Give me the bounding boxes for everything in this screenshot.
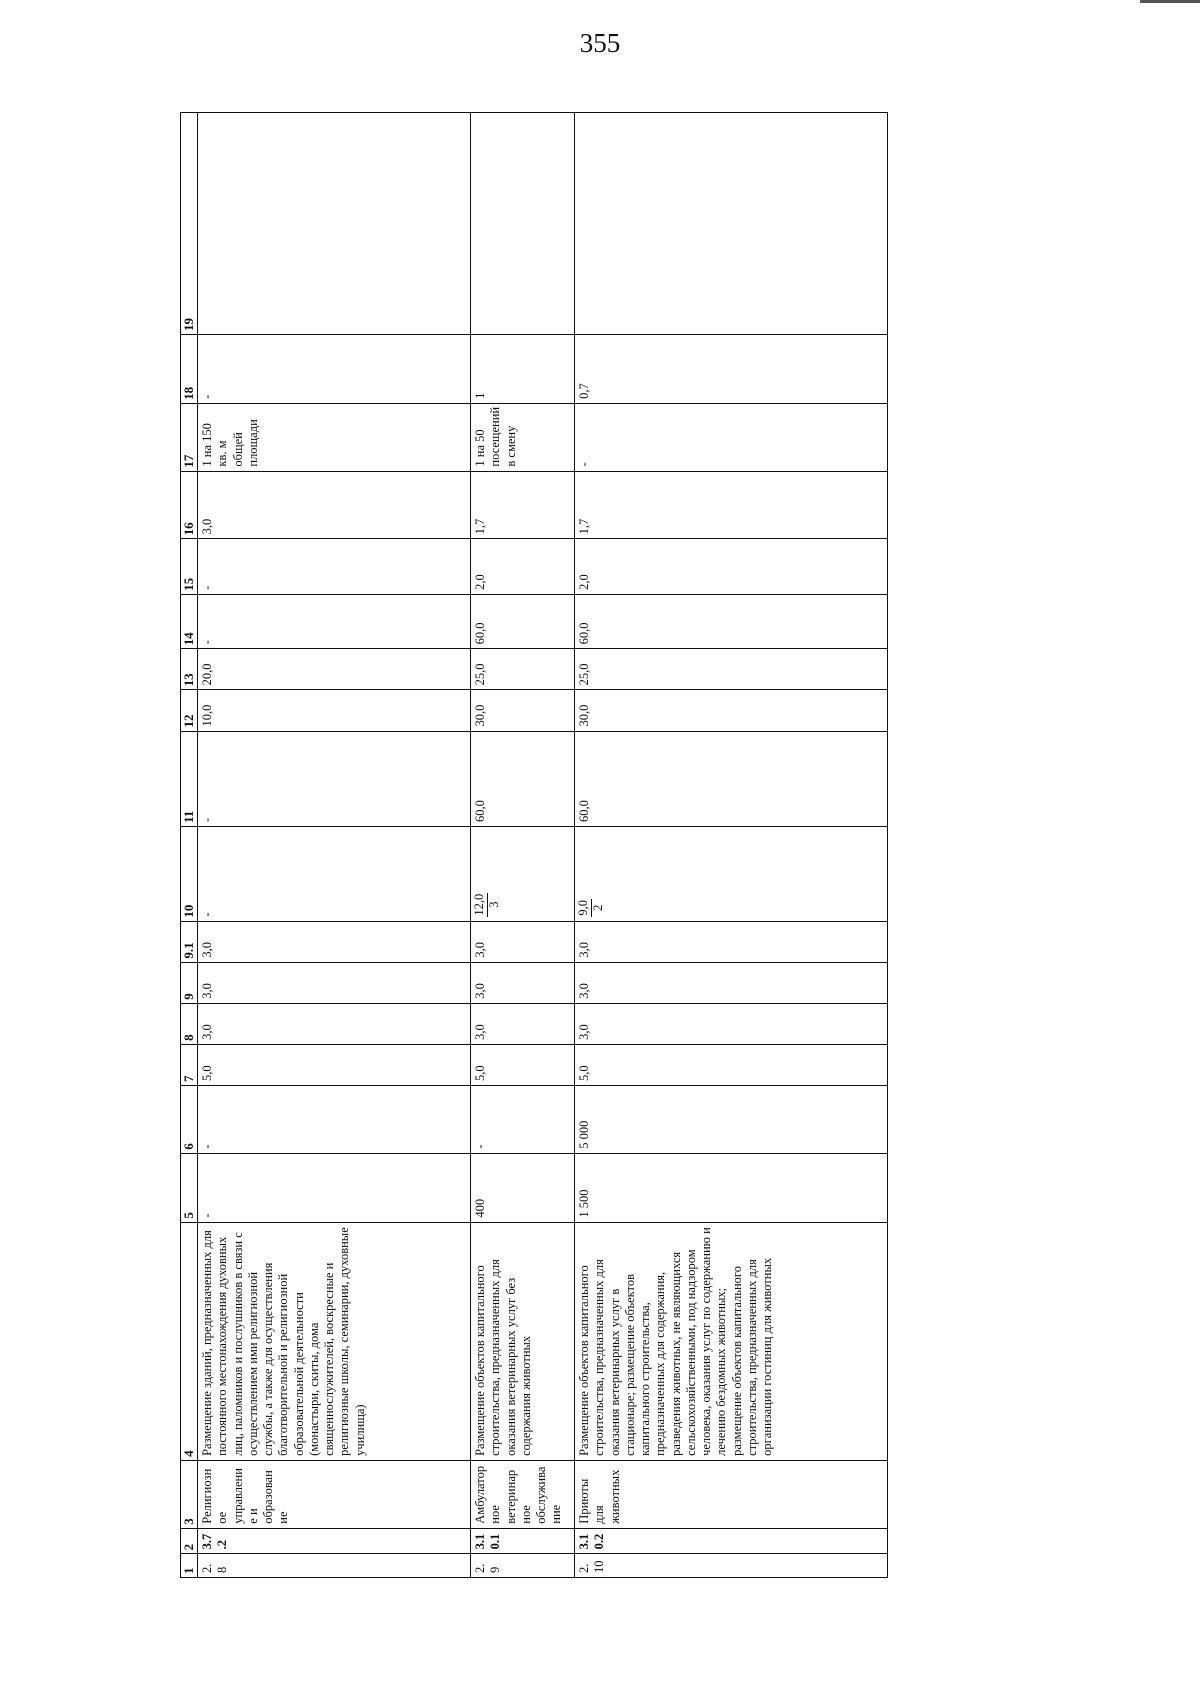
cell-code: 3.10.2 bbox=[575, 1528, 888, 1554]
cell-value: 2,0 bbox=[575, 539, 888, 594]
table-row bbox=[575, 113, 888, 1578]
cell-value: 1,7 bbox=[471, 471, 575, 539]
cell-value: 1 500 bbox=[575, 1153, 888, 1222]
cell-value: 5,0 bbox=[471, 1044, 575, 1085]
cell-value: 5,0 bbox=[575, 1044, 888, 1085]
cell-value: 60,0 bbox=[575, 731, 888, 827]
cell-value: 30,0 bbox=[471, 690, 575, 731]
cell-value: - bbox=[198, 1153, 471, 1222]
cell-value: - bbox=[198, 335, 471, 404]
cell-value bbox=[198, 113, 471, 335]
cell-value: 3,0 bbox=[575, 921, 888, 962]
cell-code: 3.7.2 bbox=[198, 1528, 471, 1554]
fraction-numerator: 9,0 bbox=[576, 899, 590, 916]
col-header: 19 bbox=[181, 113, 198, 335]
col-header: 12 bbox=[181, 690, 198, 731]
cell-value: 30,0 bbox=[575, 690, 888, 731]
cell-value: 1 bbox=[471, 335, 575, 404]
cell-row-number: 2.10 bbox=[575, 1554, 888, 1578]
cell-value: 60,0 bbox=[471, 594, 575, 648]
cell-fraction bbox=[471, 827, 575, 922]
fraction bbox=[577, 899, 606, 917]
cell-value: 25,0 bbox=[471, 649, 575, 690]
cell-parking-norm bbox=[471, 403, 575, 471]
cell-value: 0,7 bbox=[575, 335, 888, 404]
cell-value: - bbox=[471, 1085, 575, 1153]
cell-value: 5,0 bbox=[198, 1044, 471, 1085]
cell-value: - bbox=[198, 594, 471, 648]
cell-value: 25,0 bbox=[575, 649, 888, 690]
cell-parking-norm bbox=[198, 403, 471, 471]
cell-parking-text: 1 на 50 посещений в смену bbox=[473, 406, 518, 467]
col-header: 13 bbox=[181, 649, 198, 690]
cell-description: Размещение объектов капитального строительства, предназначенных для оказания ветеринарных услуг без содержания животных bbox=[471, 1222, 575, 1460]
col-header: 11 bbox=[181, 731, 198, 827]
cell-value: 1,7 bbox=[575, 471, 888, 539]
col-header: 1 bbox=[181, 1554, 198, 1578]
cell-value: - bbox=[198, 1085, 471, 1153]
cell-land-use-type: Приюты для животных bbox=[575, 1460, 888, 1528]
cell-value: 60,0 bbox=[575, 594, 888, 648]
cell-code: 3.10.1 bbox=[471, 1528, 575, 1554]
col-header: 5 bbox=[181, 1153, 198, 1222]
cell-row-number: 2.8 bbox=[198, 1554, 471, 1578]
fraction-denominator: 3 bbox=[486, 901, 501, 908]
rotated-table-container bbox=[180, 112, 888, 1578]
cell-fraction bbox=[575, 827, 888, 922]
col-header: 8 bbox=[181, 1003, 198, 1044]
col-header: 2 bbox=[181, 1528, 198, 1554]
zoning-parameters-table bbox=[180, 112, 888, 1578]
cell-value: - bbox=[198, 539, 471, 594]
cell-description: Размещение зданий, предназначенных для постоянного местонахождения духовных лиц, паломников и послушников в связи с осуществлением ими религиозной службы, а также для осуществления благотворительной и религиозной образовательной деятельности (монастыри, скиты, дома священнослужителей, воскресные и религиозные школы, семинарии, духовные училища) bbox=[198, 1222, 471, 1460]
col-header: 10 bbox=[181, 827, 198, 922]
fraction-denominator: 2 bbox=[590, 904, 605, 911]
cell-value: 400 bbox=[471, 1153, 575, 1222]
cell-value: 3,0 bbox=[198, 1003, 471, 1044]
cell-value: 5 000 bbox=[575, 1085, 888, 1153]
cell-row-number: 2.9 bbox=[471, 1554, 575, 1578]
table-row bbox=[471, 113, 575, 1578]
col-header: 18 bbox=[181, 335, 198, 404]
cell-value: 60,0 bbox=[471, 731, 575, 827]
cell-value: 3,0 bbox=[471, 921, 575, 962]
cell-value: 3,0 bbox=[198, 471, 471, 539]
col-header: 14 bbox=[181, 594, 198, 648]
fraction bbox=[473, 893, 502, 917]
cell-value: 3,0 bbox=[198, 962, 471, 1003]
col-header: 4 bbox=[181, 1222, 198, 1460]
header-row bbox=[181, 113, 198, 1578]
table-row bbox=[198, 113, 471, 1578]
fraction-numerator: 12,0 bbox=[472, 893, 486, 916]
col-header: 6 bbox=[181, 1085, 198, 1153]
col-header: 16 bbox=[181, 471, 198, 539]
cell-value: 3,0 bbox=[575, 962, 888, 1003]
col-header: 7 bbox=[181, 1044, 198, 1085]
col-header: 9.1 bbox=[181, 921, 198, 962]
cell-value: 2,0 bbox=[471, 539, 575, 594]
cell-land-use-type: Религиозное управление и образование bbox=[198, 1460, 471, 1528]
cell-value: - bbox=[198, 731, 471, 827]
col-header: 3 bbox=[181, 1460, 198, 1528]
cell-parking-text: 1 на 150 кв. м общей площади bbox=[200, 419, 260, 467]
col-header: 9 bbox=[181, 962, 198, 1003]
cell-parking-norm bbox=[575, 403, 888, 471]
col-header: 17 bbox=[181, 403, 198, 471]
cell-value: 3,0 bbox=[471, 1003, 575, 1044]
cell-value: - bbox=[198, 827, 471, 922]
cell-value: 10,0 bbox=[198, 690, 471, 731]
cell-value bbox=[575, 113, 888, 335]
cell-value: 20,0 bbox=[198, 649, 471, 690]
cell-value: 3,0 bbox=[198, 921, 471, 962]
scan-edge-mark bbox=[1140, 0, 1200, 3]
cell-parking-text: - bbox=[577, 462, 591, 467]
cell-description: Размещение объектов капитального строительства, предназначенных для оказания ветеринарных услуг в стационаре; размещение объектов капитального строительства, предназначенных для содержания, разведения животных, не являющихся сельскохозяйственными, под надзором человека, оказания услуг по содержанию и лечению бездомных животных; размещение объектов капитального строительства, предназначенных для организации гостиниц для животных bbox=[575, 1222, 888, 1460]
cell-value bbox=[471, 113, 575, 335]
cell-value: 3,0 bbox=[575, 1003, 888, 1044]
page-number: 355 bbox=[579, 28, 621, 58]
cell-value: 3,0 bbox=[471, 962, 575, 1003]
cell-land-use-type: Амбулаторное ветеринарное обслуживание bbox=[471, 1460, 575, 1528]
col-header: 15 bbox=[181, 539, 198, 594]
